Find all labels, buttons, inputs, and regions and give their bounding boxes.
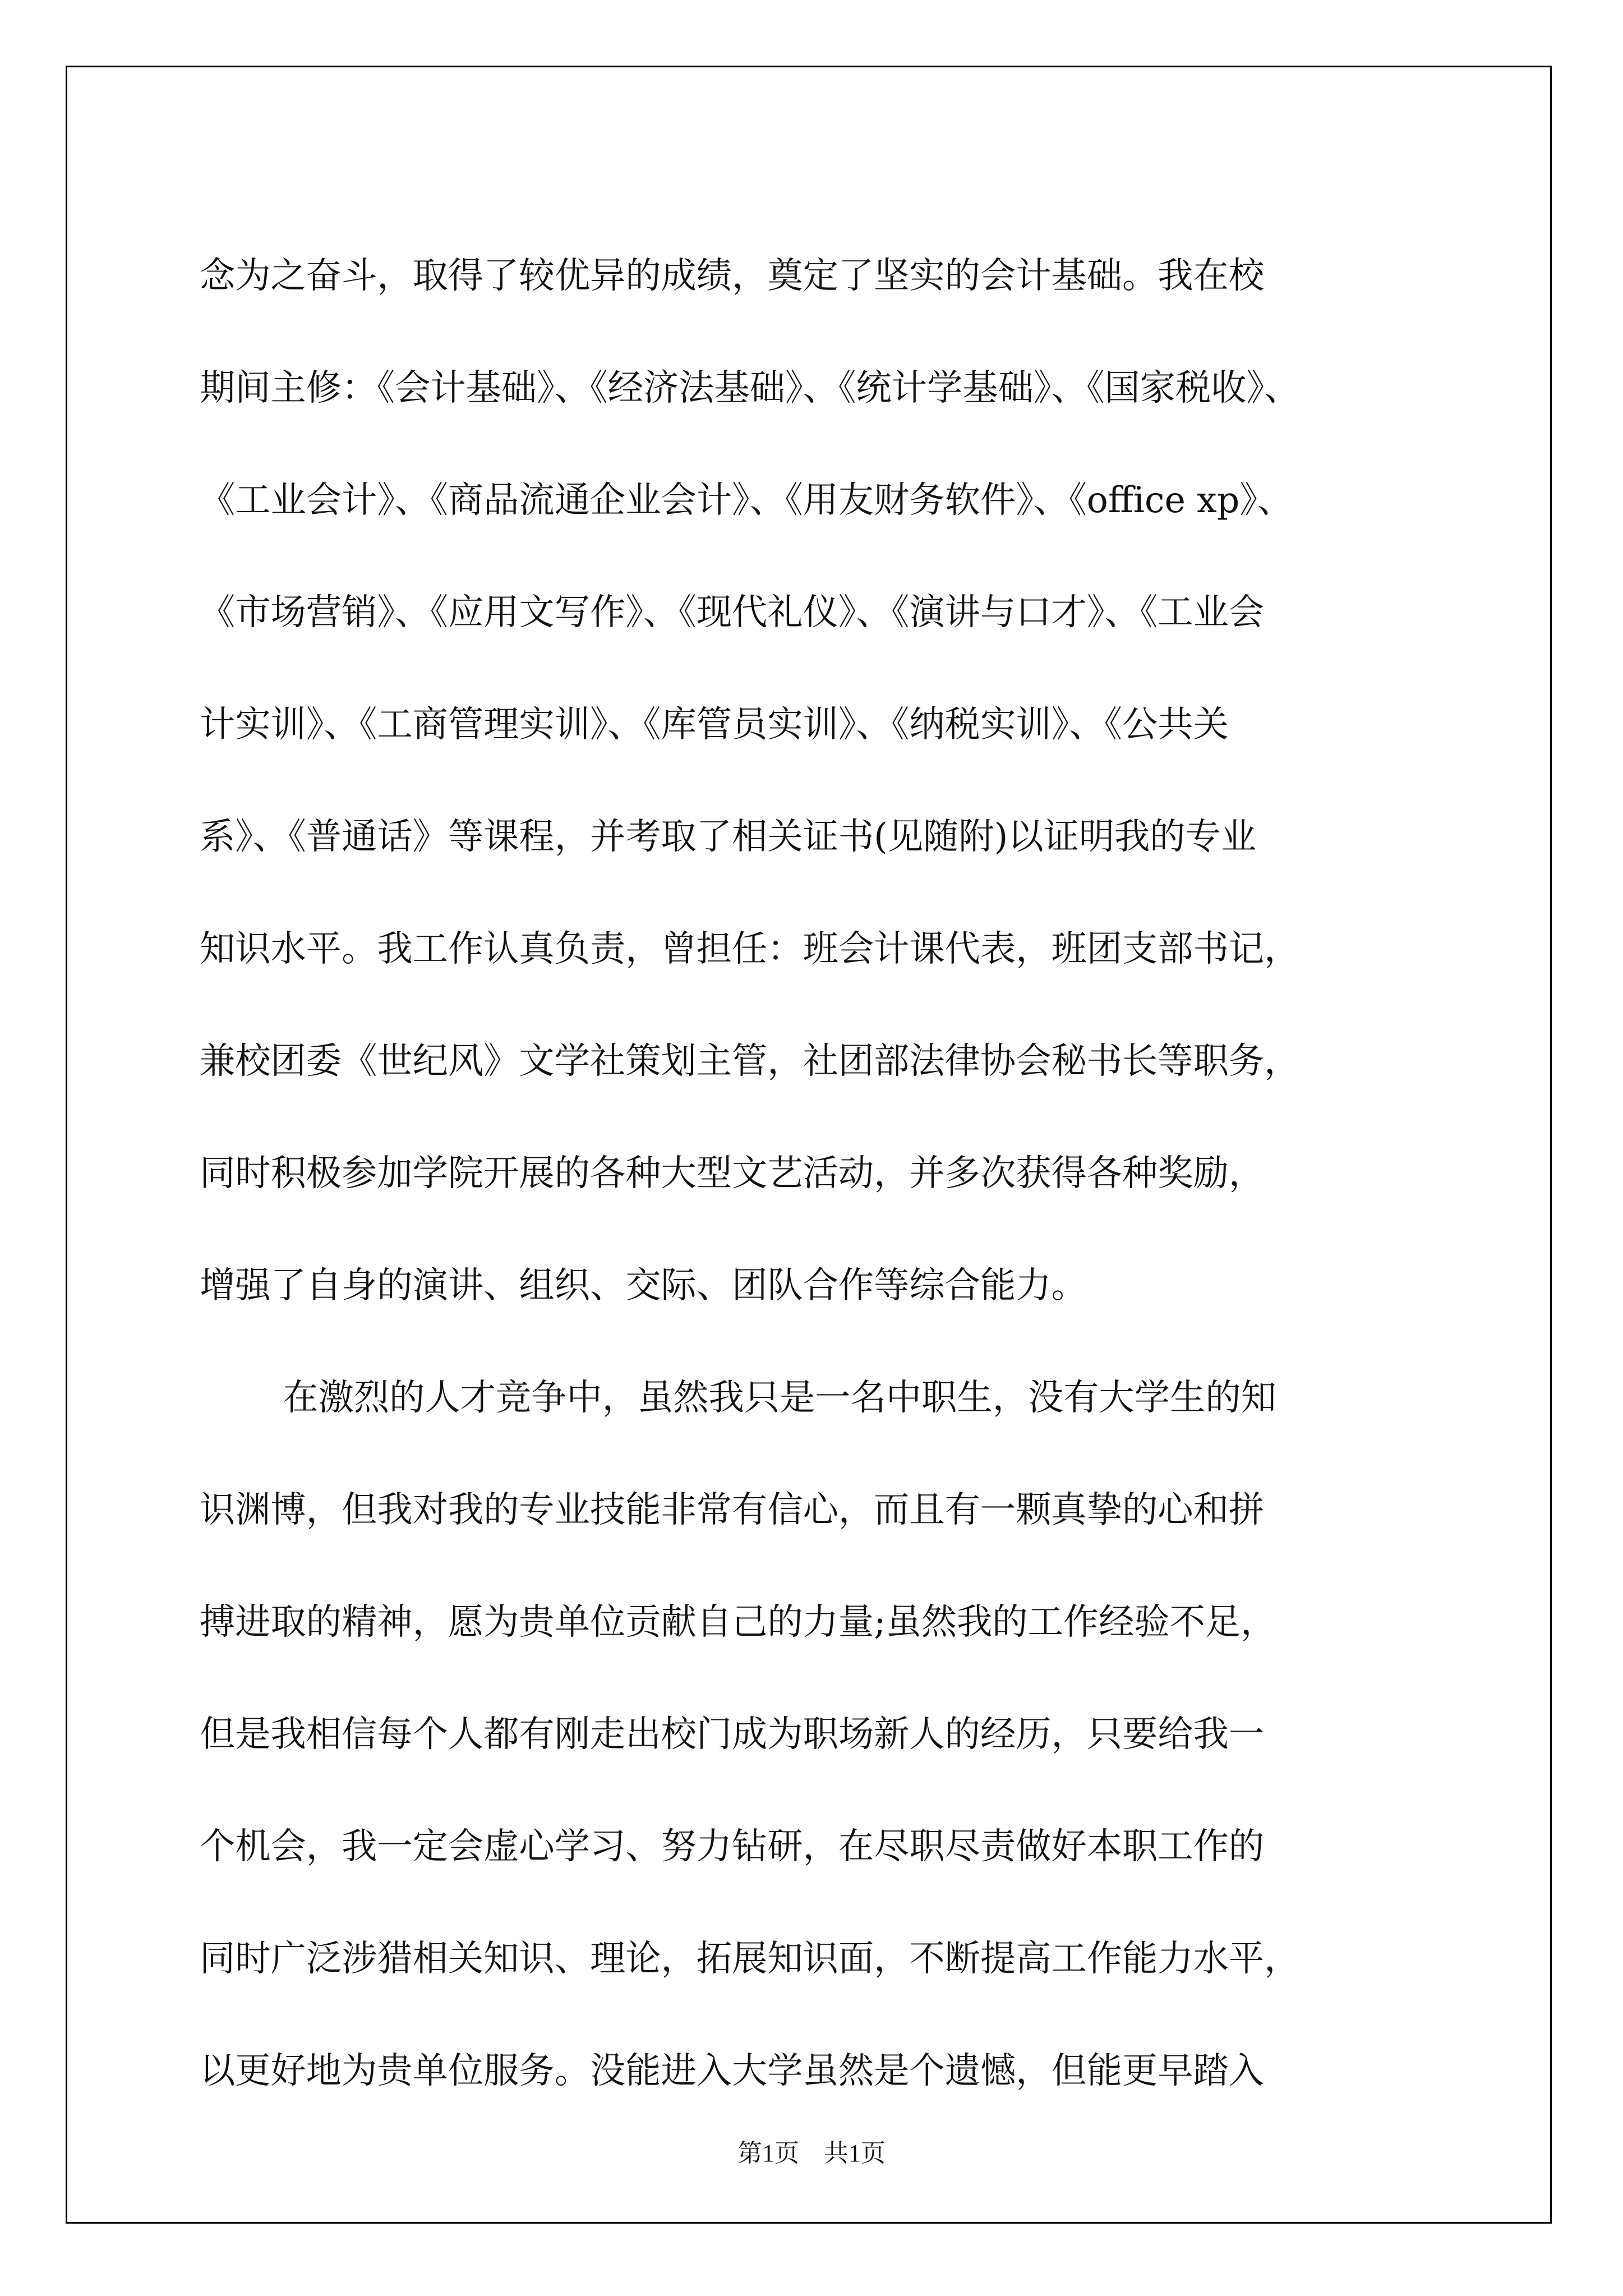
text-line: 《市场营销》、《应用文写作》、《现代礼仪》、《演讲与口才》、《工业会 xyxy=(200,592,1265,633)
text-line: 《工业会计》、《商品流通企业会计》、《用友财务软件》、《office xp》、 xyxy=(200,480,1293,521)
text-line: 增强了自身的演讲、组织、交际、团队合作等综合能力。 xyxy=(200,1265,1087,1306)
text-line: 同时积极参加学院开展的各种大型文艺活动，并多次获得各种奖励， xyxy=(200,1153,1265,1194)
document-body xyxy=(200,220,1484,2127)
text-line: 同时广泛涉猎相关知识、理论，拓展知识面，不断提高工作能力水平， xyxy=(200,1938,1300,1980)
text-line: 兼校团委《世纪风》文学社策划主管，社团部法律协会秘书长等职务， xyxy=(200,1041,1300,1082)
text-line: 以更好地为贵单位服务。没能进入大学虽然是个遗憾，但能更早踏入 xyxy=(200,2050,1265,2092)
text-line: 搏进取的精神，愿为贵单位贡献自己的力量;虽然我的工作经验不足， xyxy=(200,1602,1276,1643)
text-line: 计实训》、《工商管理实训》、《库管员实训》、《纳税实训》、《公共关 xyxy=(200,704,1229,746)
text-line: 个机会，我一定会虚心学习、努力钻研，在尽职尽责做好本职工作的 xyxy=(200,1826,1265,1867)
text-line: 系》、《普通话》等课程，并考取了相关证书(见随附)以证明我的专业 xyxy=(200,816,1257,858)
text-line: 念为之奋斗，取得了较优异的成绩，奠定了坚实的会计基础。我在校 xyxy=(200,255,1265,297)
page-number-footer: 第1页 共1页 xyxy=(737,2139,886,2167)
text-line: 但是我相信每个人都有刚走出校门成为职场新人的经历，只要给我一 xyxy=(200,1714,1265,1755)
text-line: 期间主修：《会计基础》、《经济法基础》、《统计学基础》、《国家税收》、 xyxy=(200,367,1300,409)
text-line: 识渊博，但我对我的专业技能非常有信心，而且有一颗真挚的心和拼 xyxy=(200,1489,1265,1531)
text-line: 知识水平。我工作认真负责，曾担任：班会计课代表，班团支部书记， xyxy=(200,928,1300,970)
paragraph-first-line: 在激烈的人才竞争中，虽然我只是一名中职生，没有大学生的知 xyxy=(283,1377,1276,1419)
